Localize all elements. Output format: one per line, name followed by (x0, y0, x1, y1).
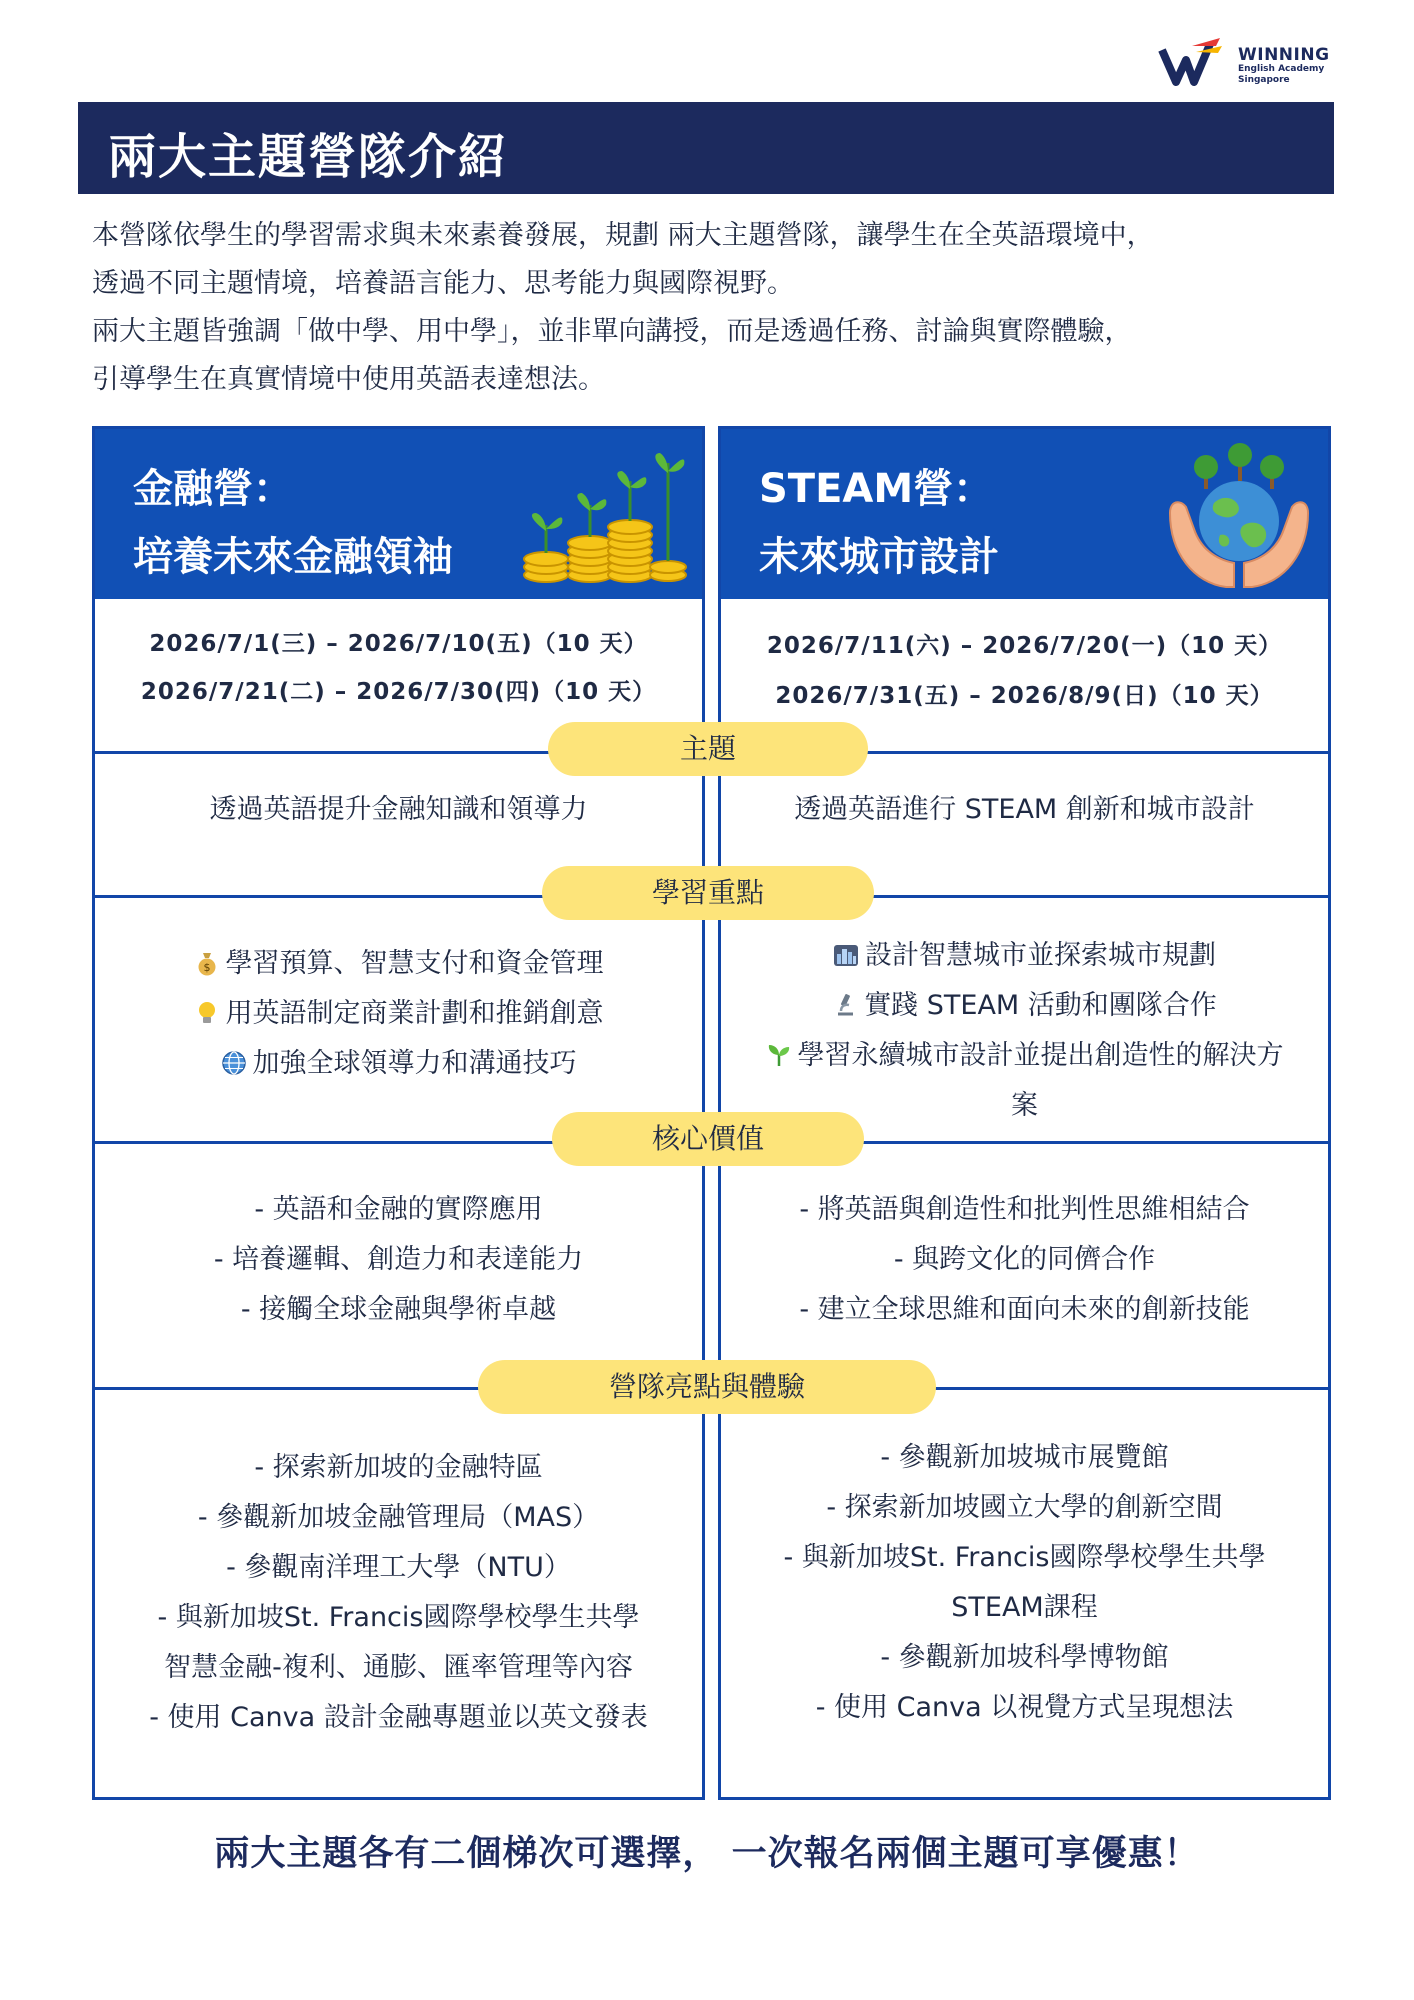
earth-hands-icon (1164, 443, 1314, 593)
finance-highlight-item: - 與新加坡St. Francis國際學校學生共學 (157, 1602, 640, 1633)
seedling-icon (766, 1035, 792, 1061)
steam-highlight-item: - 探索新加坡國立大學的創新空間 (826, 1492, 1223, 1523)
finance-camp-title: 金融營： (133, 466, 293, 512)
globe-icon (221, 1043, 247, 1069)
finance-value-item: - 接觸全球金融與學術卓越 (240, 1294, 557, 1325)
steam-camp-header (721, 429, 1328, 599)
intro-text (92, 212, 1332, 404)
finance-focus-item (95, 1039, 702, 1089)
finance-value-item: - 英語和金融的實際應用 (254, 1194, 543, 1225)
steam-focus-text: 設計智慧城市並探索城市規劃 (865, 940, 1216, 971)
brand-logo (1158, 36, 1348, 92)
finance-focus-text: 學習預算、智慧支付和資金管理 (225, 948, 604, 979)
steam-value-item: - 與跨文化的同儕合作 (893, 1244, 1156, 1275)
steam-values (721, 1185, 1328, 1335)
pill-theme: 主題 (548, 722, 868, 776)
title-bar (78, 102, 1334, 194)
finance-highlight-item: - 探索新加坡的金融特區 (254, 1452, 543, 1483)
finance-camp-header (95, 429, 702, 599)
steam-highlight-item: STEAM課程 (951, 1592, 1098, 1623)
steam-highlights (721, 1433, 1328, 1733)
steam-highlight-item: - 參觀新加坡城市展覽館 (880, 1442, 1169, 1473)
steam-camp-title: STEAM營： (759, 466, 994, 512)
steam-value-item: - 建立全球思維和面向未來的創新技能 (799, 1294, 1250, 1325)
intro-line: 引導學生在真實情境中使用英語表達想法。 (92, 364, 605, 395)
intro-line: 本營隊依學生的學習需求與未來素養發展，規劃 兩大主題營隊，讓學生在全英語環境中， (92, 220, 1154, 251)
finance-focus-item (95, 989, 702, 1039)
finance-date-2: 2026/7/21(二) – 2026/7/30(四)（10 天） (140, 679, 657, 705)
finance-values (95, 1185, 702, 1335)
brand-sub-1: English Academy (1238, 64, 1325, 74)
steam-theme (721, 785, 1328, 835)
steam-focus-text: 實踐 STEAM 活動和團隊合作 (864, 990, 1217, 1021)
steam-focus (721, 931, 1328, 1131)
finance-focus (95, 939, 702, 1089)
finance-value-item: - 培養邏輯、創造力和表達能力 (213, 1244, 584, 1275)
pill-values: 核心價值 (552, 1112, 864, 1166)
steam-value-item: - 將英語與創造性和批判性思維相結合 (799, 1194, 1250, 1225)
finance-highlight-item: - 使用 Canva 設計金融專題並以英文發表 (149, 1702, 648, 1733)
finance-highlights (95, 1443, 702, 1743)
finance-highlight-item: - 參觀新加坡金融管理局（MAS） (197, 1502, 600, 1533)
brand-name: WINNING (1238, 45, 1330, 65)
steam-date-2: 2026/7/31(五) – 2026/8/9(日)（10 天） (775, 683, 1274, 709)
footer-note: 兩大主題各有二個梯次可選擇， 一次報名兩個主題可享優惠！ (214, 1834, 1200, 1874)
intro-line: 兩大主題皆強調「做中學、用中學」，並非單向講授，而是透過任務、討論與實際體驗， (92, 316, 1132, 347)
finance-focus-text: 用英語制定商業計劃和推銷創意 (225, 998, 604, 1029)
lightbulb-icon (194, 993, 220, 1019)
steam-camp-subtitle: 未來城市設計 (759, 534, 999, 580)
finance-theme (95, 785, 702, 835)
intro-line: 透過不同主題情境，培養語言能力、思考能力與國際視野。 (92, 268, 794, 299)
steam-highlight-item: - 參觀新加坡科學博物館 (880, 1642, 1169, 1673)
city-icon (833, 935, 859, 961)
finance-camp-subtitle: 培養未來金融領袖 (133, 534, 453, 580)
microscope-icon (832, 985, 858, 1011)
brand-sub-2: Singapore (1238, 75, 1290, 85)
finance-focus-item (95, 939, 702, 989)
finance-highlight-item: - 參觀南洋理工大學（NTU） (226, 1552, 571, 1583)
pill-focus: 學習重點 (542, 866, 874, 920)
finance-date-1: 2026/7/1(三) – 2026/7/10(五)（10 天） (149, 631, 648, 657)
finance-theme-text: 透過英語提升金融知識和領導力 (209, 794, 588, 825)
steam-highlight-item: - 與新加坡St. Francis國際學校學生共學 (783, 1542, 1266, 1573)
steam-date-1: 2026/7/11(六) – 2026/7/20(一)（10 天） (766, 633, 1283, 659)
steam-highlight-item: - 使用 Canva 以視覺方式呈現想法 (815, 1692, 1234, 1723)
coins-plants-icon (518, 443, 688, 588)
steam-theme-text: 透過英語進行 STEAM 創新和城市設計 (794, 794, 1255, 825)
finance-focus-text: 加強全球領導力和溝通技巧 (252, 1048, 577, 1079)
pill-highlights: 營隊亮點與體驗 (478, 1360, 936, 1414)
steam-focus-item (721, 931, 1328, 981)
page-title: 兩大主題營隊介紹 (108, 129, 509, 185)
steam-focus-text: 學習永續城市設計並提出創造性的解決方案 (797, 1040, 1284, 1121)
finance-highlight-item: 智慧金融-複利、通膨、匯率管理等內容 (164, 1652, 633, 1683)
winning-w-icon (1158, 36, 1230, 92)
steam-focus-item (721, 981, 1328, 1031)
svg-text:$: $ (203, 961, 210, 974)
money-bag-icon (194, 943, 220, 974)
